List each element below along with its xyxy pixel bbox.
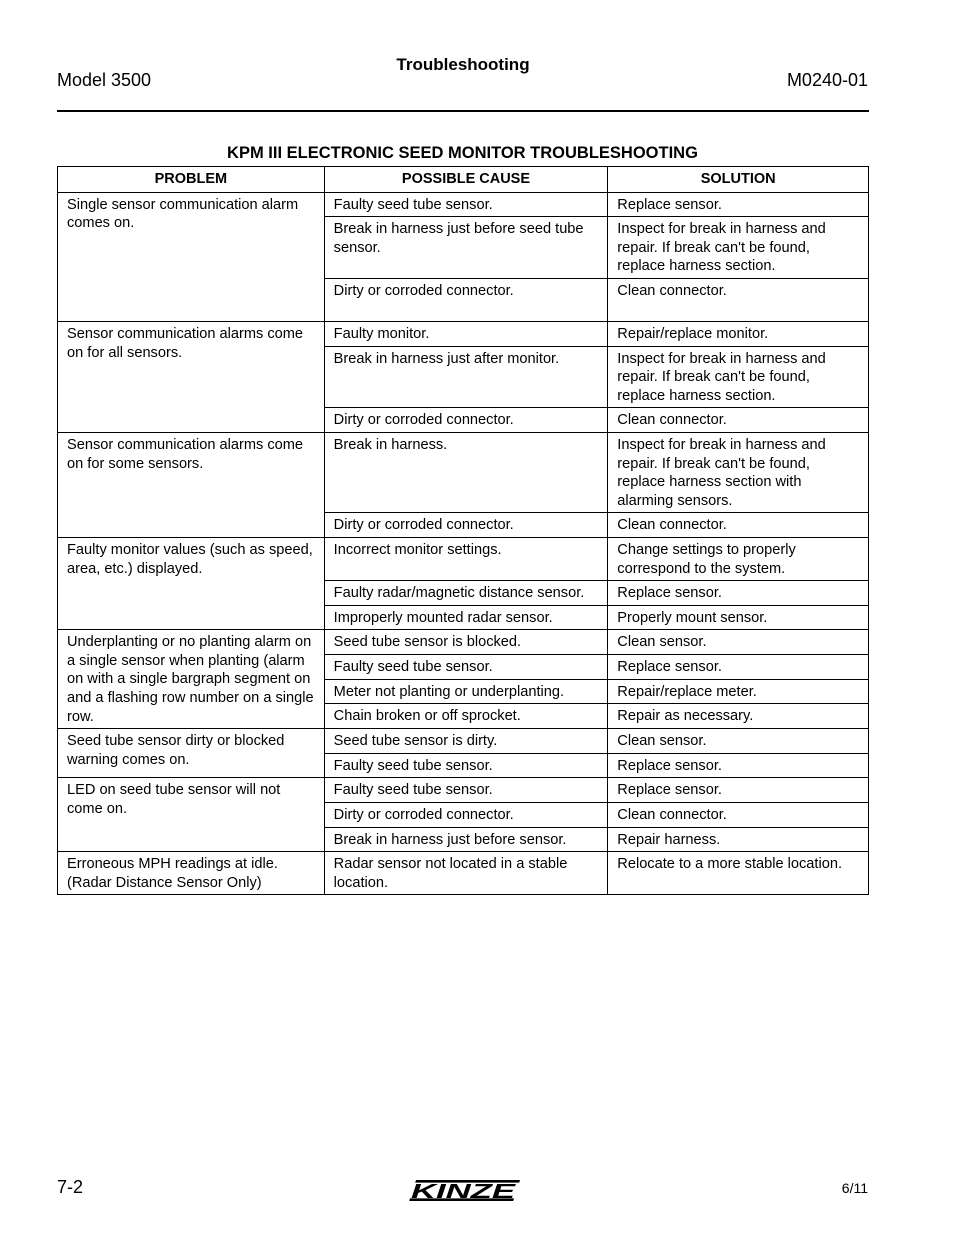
- cause-cell: Seed tube sensor is dirty.: [324, 729, 608, 754]
- problem-cell: Underplanting or no planting alarm on a single sensor when planting (alarm on with a single bargraph segment on and a flashing row number on a single row.: [58, 630, 325, 729]
- problem-cell: Single sensor communication alarm comes on.: [58, 192, 325, 321]
- cause-cell: Faulty seed tube sensor.: [324, 753, 608, 778]
- table-body: [58, 192, 869, 895]
- cause-cell: Faulty monitor.: [324, 321, 608, 346]
- cause-cell: Faulty seed tube sensor.: [324, 778, 608, 803]
- cause-cell: Seed tube sensor is blocked.: [324, 630, 608, 655]
- cause-cell: Break in harness.: [324, 432, 608, 512]
- cause-cell: Faulty radar/magnetic distance sensor.: [324, 581, 608, 606]
- problem-cell: Erroneous MPH readings at idle. (Radar Distance Sensor Only): [58, 852, 325, 895]
- cause-cell: Break in harness just before sensor.: [324, 827, 608, 852]
- revision-date: 6/11: [841, 1180, 868, 1196]
- cause-cell: Dirty or corroded connector.: [324, 803, 608, 828]
- solution-cell: Change settings to properly correspond to the system.: [608, 537, 869, 580]
- solution-cell: Replace sensor.: [608, 192, 869, 217]
- problem-cell: Faulty monitor values (such as speed, area, etc.) displayed.: [58, 537, 325, 629]
- table-title: KPM III ELECTRONIC SEED MONITOR TROUBLESHOOTING: [227, 144, 698, 162]
- solution-cell: Inspect for break in harness and repair. If break can't be found, replace harness section.: [608, 217, 869, 279]
- solution-cell: Clean connector.: [608, 513, 869, 538]
- solution-cell: Repair/replace meter.: [608, 679, 869, 704]
- problem-cell: LED on seed tube sensor will not come on.: [58, 778, 325, 852]
- svg-text:KINZE: KINZE: [411, 1181, 517, 1203]
- problem-cell: Sensor communication alarms come on for all sensors.: [58, 321, 325, 432]
- solution-cell: Inspect for break in harness and repair. If break can't be found, replace harness section.: [608, 346, 869, 408]
- solution-cell: Clean connector.: [608, 278, 869, 321]
- solution-cell: Clean connector.: [608, 408, 869, 433]
- cause-cell: Faulty seed tube sensor.: [324, 192, 608, 217]
- solution-cell: Clean sensor.: [608, 630, 869, 655]
- solution-cell: Clean connector.: [608, 803, 869, 828]
- solution-cell: Inspect for break in harness and repair. If break can't be found, replace harness section with alarming sensors.: [608, 432, 869, 512]
- cause-cell: Incorrect monitor settings.: [324, 537, 608, 580]
- table-row: [58, 630, 869, 655]
- cause-cell: Radar sensor not located in a stable location.: [324, 852, 608, 895]
- table-row: [58, 537, 869, 580]
- table-row: [58, 432, 869, 512]
- solution-cell: Replace sensor.: [608, 655, 869, 680]
- table-row: [58, 192, 869, 217]
- solution-cell: Repair as necessary.: [608, 704, 869, 729]
- problem-cell: Sensor communication alarms come on for some sensors.: [58, 432, 325, 537]
- cause-cell: Break in harness just after monitor.: [324, 346, 608, 408]
- table-row: [58, 729, 869, 754]
- cause-cell: Faulty seed tube sensor.: [324, 655, 608, 680]
- table-row: [58, 852, 869, 895]
- solution-cell: Repair/replace monitor.: [608, 321, 869, 346]
- kinze-logo: [403, 1177, 523, 1204]
- doc-number: M0240-01: [786, 70, 868, 90]
- troubleshooting-table: [57, 166, 869, 895]
- cause-cell: Dirty or corroded connector.: [324, 278, 608, 321]
- column-header-problem: PROBLEM: [58, 167, 325, 193]
- table-header-row: [58, 167, 869, 193]
- cause-cell: Break in harness just before seed tube sensor.: [324, 217, 608, 279]
- cause-cell: Chain broken or off sprocket.: [324, 704, 608, 729]
- cause-cell: Meter not planting or underplanting.: [324, 679, 608, 704]
- solution-cell: Repair harness.: [608, 827, 869, 852]
- solution-cell: Clean sensor.: [608, 729, 869, 754]
- solution-cell: Relocate to a more stable location.: [608, 852, 869, 895]
- solution-cell: Replace sensor.: [608, 753, 869, 778]
- header-divider: [57, 110, 869, 112]
- table-row: [58, 321, 869, 346]
- column-header-solution: SOLUTION: [608, 167, 869, 193]
- page-number: 7-2: [57, 1177, 84, 1197]
- section-title: Troubleshooting: [396, 55, 530, 74]
- cause-cell: Dirty or corroded connector.: [324, 513, 608, 538]
- problem-cell: Seed tube sensor dirty or blocked warning comes on.: [58, 729, 325, 778]
- solution-cell: Replace sensor.: [608, 778, 869, 803]
- cause-cell: Improperly mounted radar sensor.: [324, 605, 608, 630]
- column-header-cause: POSSIBLE CAUSE: [324, 167, 608, 193]
- solution-cell: Replace sensor.: [608, 581, 869, 606]
- model-label: Model 3500: [57, 70, 152, 90]
- cause-cell: Dirty or corroded connector.: [324, 408, 608, 433]
- solution-cell: Properly mount sensor.: [608, 605, 869, 630]
- table-row: [58, 778, 869, 803]
